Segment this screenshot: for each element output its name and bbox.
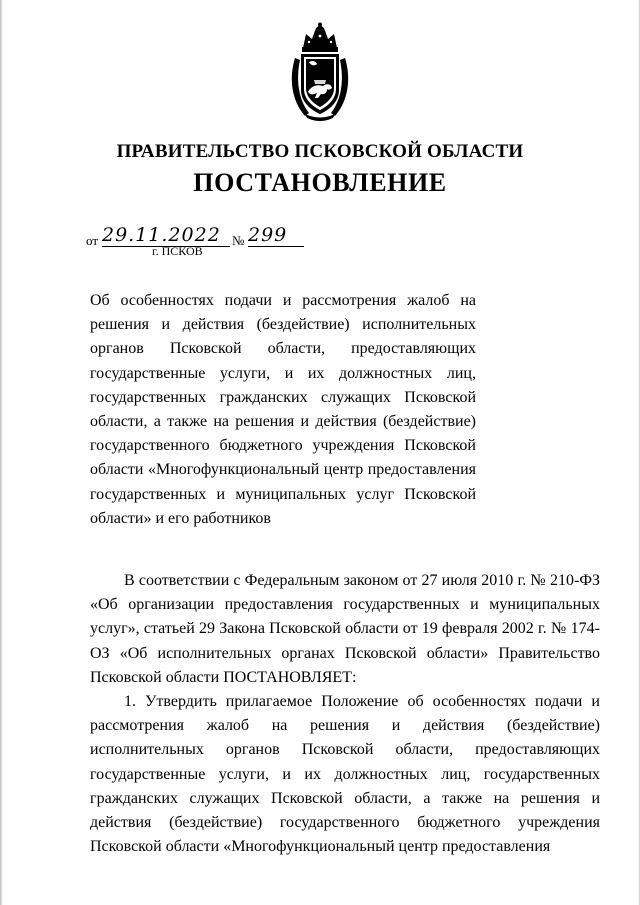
pskov-coat-of-arms-icon [287, 22, 353, 122]
city-label: г. ПСКОВ [152, 244, 203, 258]
handwritten-number: 299 [248, 224, 304, 247]
number-label: № [232, 233, 245, 248]
document-body [90, 569, 600, 859]
government-title: ПРАВИТЕЛЬСТВО ПСКОВСКОЙ ОБЛАСТИ [116, 141, 524, 162]
scan-edge [0, 0, 3, 905]
preamble-paragraph: В соответствии с Федеральным законом от 27 июля 2010 г. № 210-ФЗ «Об организации предоставления государственных и муниципальных услуг», статьей 29 Закона Псковской области от 19 февраля 2002 г. № 174-ОЗ «Об исполнительных органах Псковской области» Правительство Псковской области ПОСТАНОВЛЯЕТ: [90, 572, 600, 686]
item-1-paragraph: 1. Утвердить прилагаемое Положение об особенностях подачи и рассмотрения жалоб на решения и действия (бездействие) исполнительных органов Псковской области, предоставляющих государственные услуги, и их должностных лиц, государственных гражданских служащих Псковской области, а также на решения и действия (бездействие) государственного бюджетного учреждения Псковской области «Многофункциональный центр предоставления [90, 693, 600, 856]
subject-text: Об особенностях подачи и рассмотрения жалоб на решения и действия (бездействие) исполнительных органов Псковской области, предоставляющих государственные услуги, и их должностных лиц, государственных гражданских служащих Псковской области, а также на решения и действия (бездействие) государственного бюджетного учреждения Псковской области «Многофункциональный центр предоставления государственных и муниципальных услуг Псковской области» и его работников [90, 292, 476, 527]
handwritten-date: 29.11.2022 [102, 224, 230, 247]
date-from-label: от [86, 233, 99, 248]
document-type-title: ПОСТАНОВЛЕНИЕ [193, 168, 447, 197]
document-subject [90, 289, 476, 531]
